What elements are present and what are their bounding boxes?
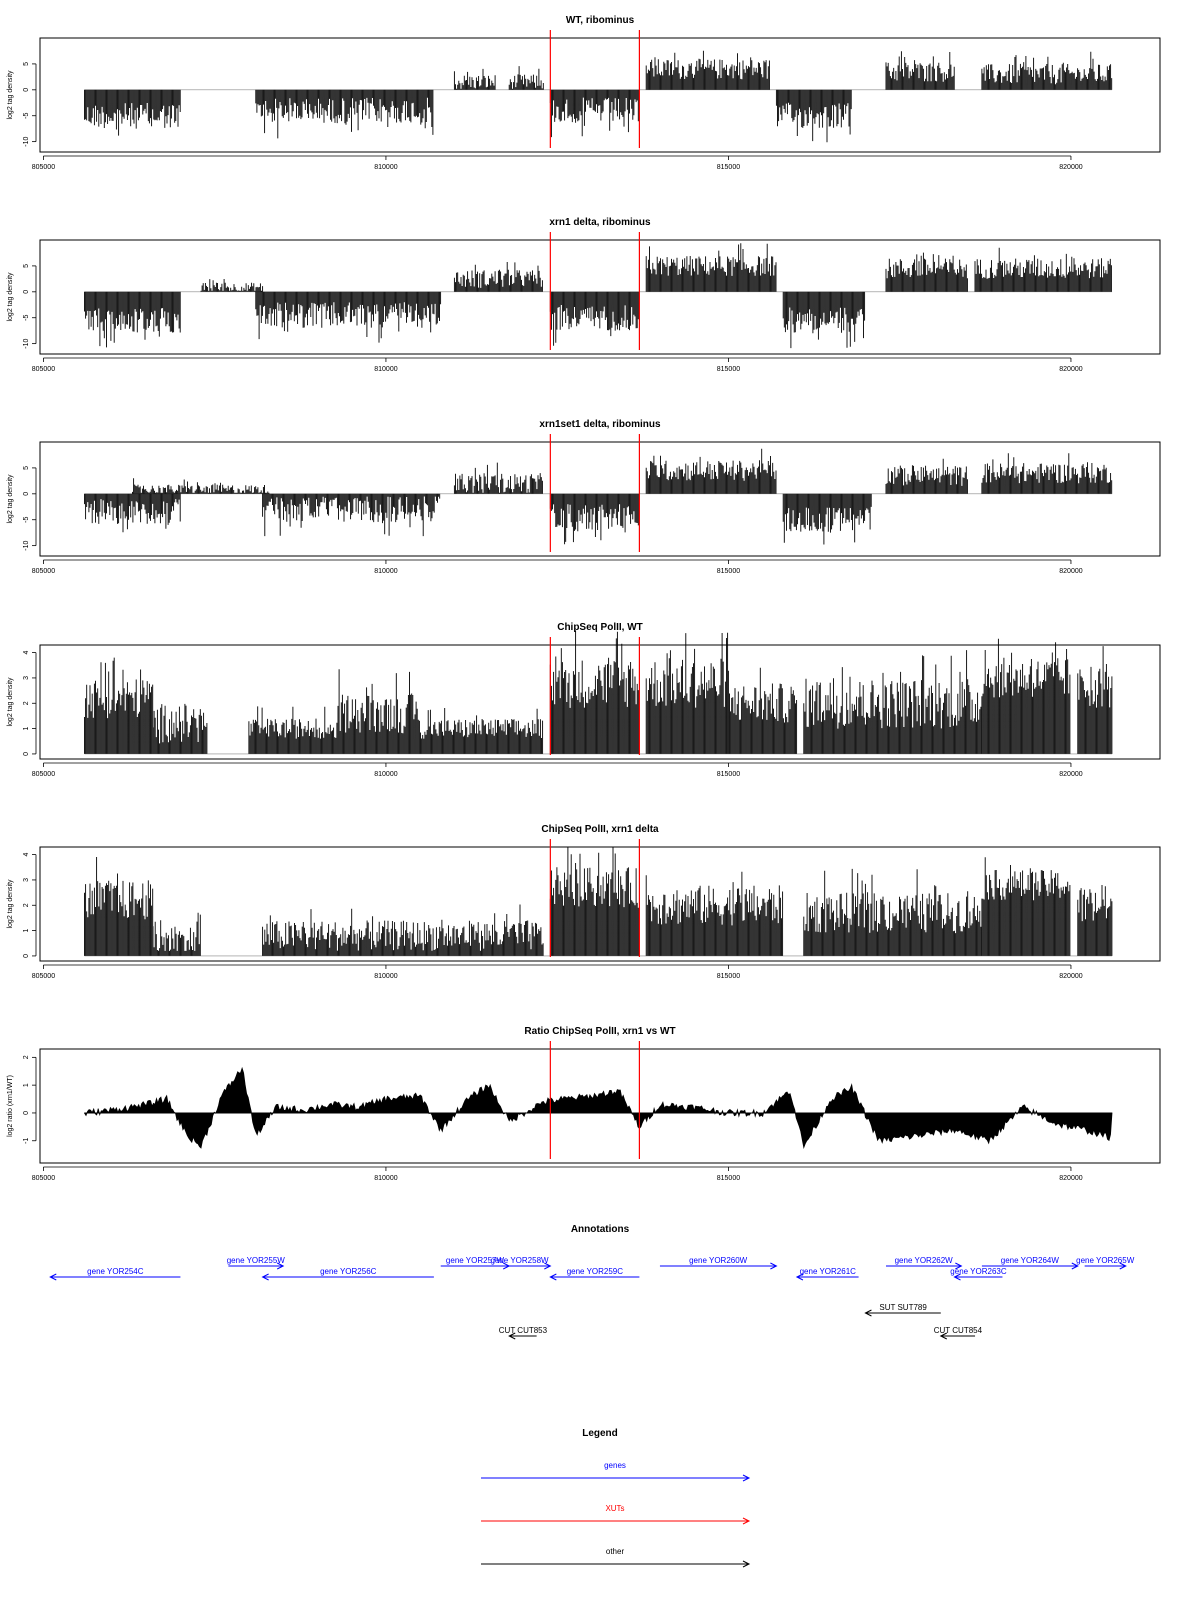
x-tick-label: 805000 bbox=[31, 164, 56, 171]
x-tick-label: 820000 bbox=[1059, 1175, 1083, 1182]
feature-label: gene YOR256C bbox=[320, 1267, 377, 1276]
feature-label: gene YOR254C bbox=[87, 1267, 144, 1276]
x-tick-label: 815000 bbox=[716, 1175, 741, 1182]
annotation-feature bbox=[263, 1267, 434, 1280]
legend-label: other bbox=[605, 1547, 625, 1556]
y-tick-label: 3 bbox=[23, 877, 30, 882]
legend-item bbox=[481, 1547, 749, 1567]
chart-title: xrn1 delta, ribominus bbox=[549, 217, 651, 228]
chart-title: WT, ribominus bbox=[565, 15, 635, 26]
y-tick-label: 5 bbox=[23, 61, 30, 66]
y-tick-label: 4 bbox=[23, 852, 30, 857]
x-tick-label: 810000 bbox=[374, 568, 398, 575]
legend-title: Legend bbox=[582, 1428, 618, 1439]
y-tick-label: -10 bbox=[23, 338, 30, 349]
ratio-area bbox=[85, 1068, 1113, 1148]
legend bbox=[481, 1428, 749, 1567]
chart-title: xrn1set1 delta, ribominus bbox=[539, 419, 661, 430]
chart-title: ChipSeq PolII, WT bbox=[557, 622, 643, 633]
signal-bars bbox=[85, 449, 1112, 545]
x-tick-label: 810000 bbox=[374, 1175, 398, 1182]
y-tick-label: 2 bbox=[23, 701, 30, 706]
y-axis-label: log2 ratio (xrn1/WT) bbox=[7, 1075, 14, 1137]
signal-bars bbox=[85, 847, 1112, 956]
x-tick-label: 820000 bbox=[1059, 568, 1083, 575]
y-tick-label: 0 bbox=[23, 953, 30, 958]
annotation-feature bbox=[1076, 1256, 1135, 1269]
feature-label: gene YOR259C bbox=[566, 1267, 624, 1276]
annotation-feature bbox=[934, 1326, 983, 1339]
x-tick-label: 805000 bbox=[31, 366, 56, 373]
chart-title: Ratio ChipSeq PolII, xrn1 vs WT bbox=[524, 1026, 676, 1037]
x-tick-label: 805000 bbox=[31, 771, 56, 778]
annotation-feature bbox=[550, 1267, 639, 1280]
feature-label: gene YOR262W bbox=[894, 1256, 953, 1265]
chart-title: ChipSeq PolII, xrn1 delta bbox=[541, 824, 659, 835]
chart-panel-3 bbox=[7, 622, 1160, 778]
feature-label: CUT CUT854 bbox=[933, 1326, 983, 1335]
x-tick-label: 815000 bbox=[716, 973, 741, 980]
signal-bars bbox=[85, 631, 1112, 754]
x-tick-label: 815000 bbox=[716, 164, 741, 171]
x-tick-label: 810000 bbox=[374, 366, 398, 373]
x-tick-label: 815000 bbox=[716, 771, 741, 778]
chart-panel-0 bbox=[7, 15, 1160, 171]
x-tick-label: 820000 bbox=[1059, 164, 1083, 171]
y-tick-label: 5 bbox=[23, 465, 30, 470]
y-tick-label: 0 bbox=[23, 289, 30, 294]
x-tick-label: 820000 bbox=[1059, 973, 1083, 980]
y-tick-label: -10 bbox=[23, 136, 30, 147]
y-tick-label: 4 bbox=[23, 650, 30, 655]
annotations-track bbox=[50, 1224, 1134, 1339]
annotation-feature bbox=[227, 1256, 286, 1269]
y-tick-label: 5 bbox=[23, 263, 30, 268]
chart-panel-4 bbox=[7, 824, 1160, 980]
legend-item bbox=[481, 1504, 749, 1524]
x-tick-label: 815000 bbox=[716, 568, 741, 575]
annotation-feature bbox=[950, 1267, 1007, 1280]
feature-label: gene YOR263C bbox=[950, 1267, 1007, 1276]
chart-panel-5 bbox=[7, 1026, 1160, 1182]
annotations-title: Annotations bbox=[570, 1224, 630, 1235]
y-axis-label: log2 tag density bbox=[7, 70, 14, 120]
y-tick-label: 0 bbox=[23, 751, 30, 756]
y-tick-label: -5 bbox=[23, 314, 30, 321]
y-tick-label: 3 bbox=[23, 675, 30, 680]
chart-panel-2 bbox=[7, 419, 1160, 575]
y-tick-label: 1 bbox=[23, 1083, 30, 1088]
y-tick-label: -5 bbox=[23, 112, 30, 119]
feature-label: CUT CUT853 bbox=[498, 1326, 548, 1335]
annotation-feature bbox=[660, 1256, 776, 1269]
y-axis-label: log2 tag density bbox=[7, 272, 14, 322]
y-tick-label: -10 bbox=[23, 540, 30, 551]
annotation-feature bbox=[499, 1326, 548, 1339]
signal-bars bbox=[85, 243, 1112, 348]
y-tick-label: 2 bbox=[23, 1055, 30, 1060]
legend-item bbox=[481, 1461, 749, 1481]
legend-label: genes bbox=[604, 1461, 626, 1470]
y-tick-label: -1 bbox=[23, 1137, 30, 1144]
feature-label: gene YOR261C bbox=[799, 1267, 856, 1276]
annotation-feature bbox=[865, 1303, 940, 1316]
feature-label: gene YOR255W bbox=[226, 1256, 285, 1265]
y-tick-label: -5 bbox=[23, 516, 30, 523]
annotation-feature bbox=[797, 1267, 859, 1280]
signal-bars bbox=[85, 51, 1112, 143]
x-tick-label: 815000 bbox=[716, 366, 741, 373]
chart-panel-1 bbox=[7, 217, 1160, 373]
x-tick-label: 810000 bbox=[374, 164, 398, 171]
annotation-feature bbox=[50, 1267, 180, 1280]
x-tick-label: 820000 bbox=[1059, 771, 1083, 778]
y-tick-label: 0 bbox=[23, 1110, 30, 1115]
y-tick-label: 0 bbox=[23, 87, 30, 92]
legend-label: XUTs bbox=[605, 1504, 625, 1513]
x-tick-label: 820000 bbox=[1059, 366, 1083, 373]
x-tick-label: 810000 bbox=[374, 771, 398, 778]
feature-label: gene YOR257W bbox=[445, 1256, 505, 1265]
x-tick-label: 805000 bbox=[31, 1175, 56, 1182]
y-axis-label: log2 tag density bbox=[7, 677, 14, 727]
y-tick-label: 0 bbox=[23, 491, 30, 496]
y-axis-label: log2 tag density bbox=[7, 474, 14, 524]
x-tick-label: 805000 bbox=[31, 973, 56, 980]
feature-label: gene YOR258W bbox=[490, 1256, 549, 1265]
x-tick-label: 810000 bbox=[374, 973, 398, 980]
feature-label: gene YOR264W bbox=[1000, 1256, 1059, 1265]
feature-label: gene YOR260W bbox=[689, 1256, 748, 1265]
annotation-feature bbox=[489, 1256, 551, 1269]
y-tick-label: 1 bbox=[23, 726, 30, 731]
feature-label: SUT SUT789 bbox=[879, 1303, 927, 1312]
y-tick-label: 1 bbox=[23, 928, 30, 933]
feature-label: gene YOR265W bbox=[1076, 1256, 1135, 1265]
x-tick-label: 805000 bbox=[31, 568, 56, 575]
y-tick-label: 2 bbox=[23, 903, 30, 908]
y-axis-label: log2 tag density bbox=[7, 879, 14, 929]
